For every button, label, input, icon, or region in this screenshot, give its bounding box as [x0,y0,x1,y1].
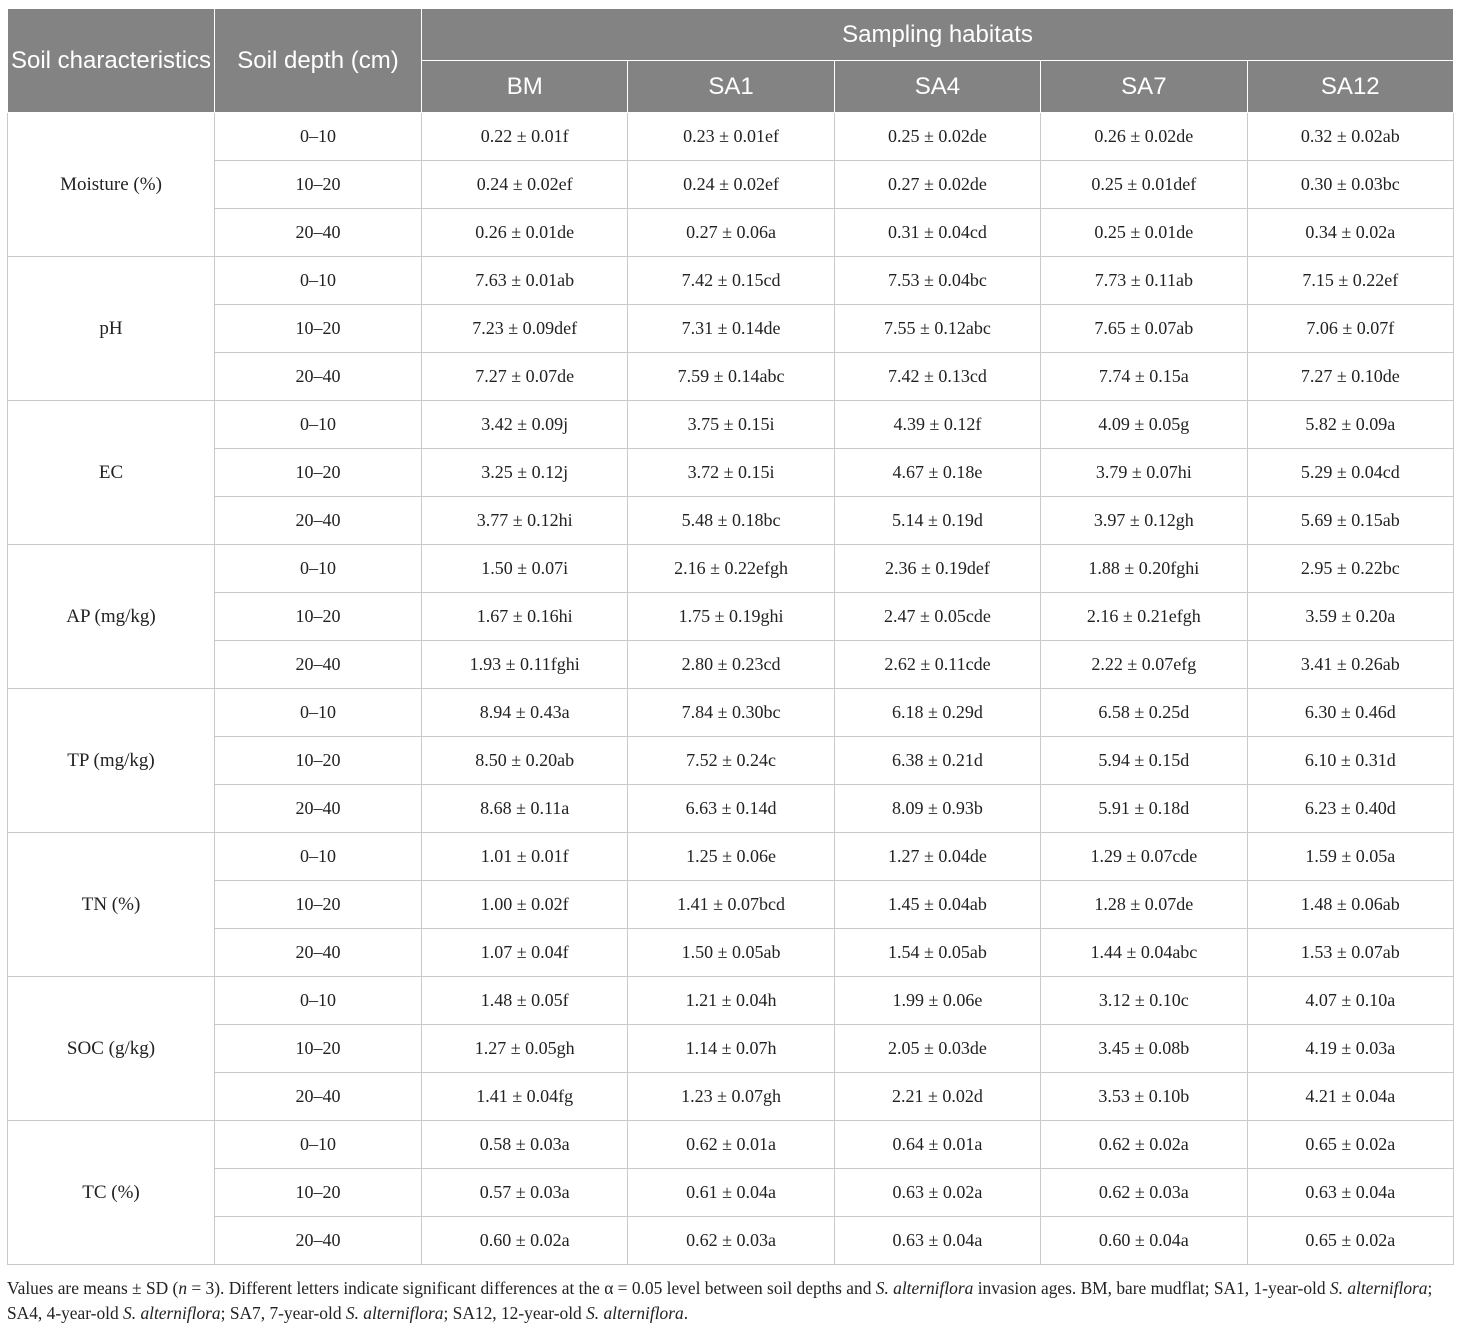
value-cell: 6.18 ± 0.29d [834,689,1040,737]
footnote-italic-text: S. alterniflora [123,1303,221,1323]
value-cell: 1.44 ± 0.04abc [1041,929,1247,977]
depth-cell: 0–10 [215,1121,422,1169]
value-cell: 4.39 ± 0.12f [834,401,1040,449]
value-cell: 3.53 ± 0.10b [1041,1073,1247,1121]
value-cell: 2.22 ± 0.07efg [1041,641,1247,689]
table-row [8,113,1454,161]
table-row [8,545,1454,593]
value-cell: 3.12 ± 0.10c [1041,977,1247,1025]
value-cell: 1.01 ± 0.01f [422,833,628,881]
value-cell: 0.60 ± 0.02a [422,1217,628,1265]
value-cell: 0.62 ± 0.01a [628,1121,834,1169]
value-cell: 2.47 ± 0.05cde [834,593,1040,641]
depth-cell: 10–20 [215,161,422,209]
value-cell: 1.14 ± 0.07h [628,1025,834,1073]
table-row [8,401,1454,449]
depth-cell: 0–10 [215,113,422,161]
characteristic-cell: SOC (g/kg) [8,977,215,1121]
footnote-text: = 3). Different letters indicate significant differences at the α = 0.05 level between soil depths and [187,1278,876,1298]
value-cell: 7.53 ± 0.04bc [834,257,1040,305]
characteristic-cell: TC (%) [8,1121,215,1265]
value-cell: 2.62 ± 0.11cde [834,641,1040,689]
depth-cell: 0–10 [215,977,422,1025]
value-cell: 5.91 ± 0.18d [1041,785,1247,833]
header-soil-depth: Soil depth (cm) [215,9,422,113]
value-cell: 1.48 ± 0.06ab [1247,881,1453,929]
value-cell: 0.24 ± 0.02ef [628,161,834,209]
value-cell: 3.97 ± 0.12gh [1041,497,1247,545]
value-cell: 3.75 ± 0.15i [628,401,834,449]
table-row [8,929,1454,977]
value-cell: 7.42 ± 0.15cd [628,257,834,305]
header-habitat-bm: BM [422,61,628,113]
table-row [8,833,1454,881]
table-body [8,113,1454,1265]
value-cell: 0.25 ± 0.01def [1041,161,1247,209]
value-cell: 0.27 ± 0.02de [834,161,1040,209]
soil-characteristics-table [7,8,1454,1265]
value-cell: 7.59 ± 0.14abc [628,353,834,401]
value-cell: 7.31 ± 0.14de [628,305,834,353]
value-cell: 1.67 ± 0.16hi [422,593,628,641]
value-cell: 0.26 ± 0.02de [1041,113,1247,161]
value-cell: 0.64 ± 0.01a [834,1121,1040,1169]
value-cell: 1.75 ± 0.19ghi [628,593,834,641]
value-cell: 0.25 ± 0.02de [834,113,1040,161]
value-cell: 1.27 ± 0.05gh [422,1025,628,1073]
depth-cell: 10–20 [215,881,422,929]
value-cell: 8.94 ± 0.43a [422,689,628,737]
footnote-italic-text: n [178,1278,188,1298]
value-cell: 0.62 ± 0.03a [1041,1169,1247,1217]
depth-cell: 20–40 [215,1217,422,1265]
value-cell: 0.23 ± 0.01ef [628,113,834,161]
value-cell: 1.59 ± 0.05a [1247,833,1453,881]
value-cell: 2.95 ± 0.22bc [1247,545,1453,593]
value-cell: 1.88 ± 0.20fghi [1041,545,1247,593]
value-cell: 1.53 ± 0.07ab [1247,929,1453,977]
value-cell: 0.63 ± 0.04a [1247,1169,1453,1217]
value-cell: 3.77 ± 0.12hi [422,497,628,545]
value-cell: 3.45 ± 0.08b [1041,1025,1247,1073]
value-cell: 1.50 ± 0.07i [422,545,628,593]
table-row [8,1121,1454,1169]
footnote-text: ; SA4, 4-year-old [7,1278,1433,1323]
depth-cell: 0–10 [215,833,422,881]
value-cell: 5.69 ± 0.15ab [1247,497,1453,545]
value-cell: 7.27 ± 0.07de [422,353,628,401]
header-habitat-sa7: SA7 [1041,61,1247,113]
table-footnote [7,1276,1453,1326]
value-cell: 0.31 ± 0.04cd [834,209,1040,257]
value-cell: 7.06 ± 0.07f [1247,305,1453,353]
characteristic-cell: pH [8,257,215,401]
value-cell: 1.41 ± 0.07bcd [628,881,834,929]
value-cell: 7.73 ± 0.11ab [1041,257,1247,305]
table-row [8,1217,1454,1265]
depth-cell: 0–10 [215,257,422,305]
characteristic-cell: TN (%) [8,833,215,977]
table-header [8,9,1454,113]
table-row [8,449,1454,497]
depth-cell: 20–40 [215,641,422,689]
value-cell: 3.25 ± 0.12j [422,449,628,497]
table-row [8,1169,1454,1217]
table-row [8,641,1454,689]
table-row [8,305,1454,353]
value-cell: 0.22 ± 0.01f [422,113,628,161]
table-row [8,1025,1454,1073]
depth-cell: 10–20 [215,305,422,353]
value-cell: 2.05 ± 0.03de [834,1025,1040,1073]
value-cell: 1.28 ± 0.07de [1041,881,1247,929]
value-cell: 5.14 ± 0.19d [834,497,1040,545]
value-cell: 1.45 ± 0.04ab [834,881,1040,929]
table-row [8,593,1454,641]
footnote-text: Values are means ± SD ( [7,1278,179,1298]
header-soil-characteristics: Soil characteristics [8,9,215,113]
value-cell: 1.23 ± 0.07gh [628,1073,834,1121]
table-row [8,257,1454,305]
footnote-italic-text: S. alterniflora [586,1303,684,1323]
value-cell: 5.82 ± 0.09a [1247,401,1453,449]
value-cell: 6.30 ± 0.46d [1247,689,1453,737]
footnote-text: invasion ages. BM, bare mudflat; SA1, 1-year-old [973,1278,1330,1298]
depth-cell: 0–10 [215,401,422,449]
footnote-italic-text: S. alterniflora [345,1303,444,1323]
table-row [8,161,1454,209]
value-cell: 7.27 ± 0.10de [1247,353,1453,401]
value-cell: 0.60 ± 0.04a [1041,1217,1247,1265]
table-row [8,689,1454,737]
value-cell: 7.63 ± 0.01ab [422,257,628,305]
footnote-text: ; SA12, 12-year-old [443,1303,587,1323]
value-cell: 1.48 ± 0.05f [422,977,628,1025]
value-cell: 6.58 ± 0.25d [1041,689,1247,737]
value-cell: 7.52 ± 0.24c [628,737,834,785]
table-row [8,977,1454,1025]
value-cell: 5.94 ± 0.15d [1041,737,1247,785]
value-cell: 7.15 ± 0.22ef [1247,257,1453,305]
table-row [8,209,1454,257]
table-row [8,353,1454,401]
value-cell: 0.30 ± 0.03bc [1247,161,1453,209]
value-cell: 0.62 ± 0.03a [628,1217,834,1265]
footnote-text: . [683,1303,689,1323]
value-cell: 1.41 ± 0.04fg [422,1073,628,1121]
value-cell: 0.34 ± 0.02a [1247,209,1453,257]
value-cell: 1.93 ± 0.11fghi [422,641,628,689]
value-cell: 4.07 ± 0.10a [1247,977,1453,1025]
value-cell: 0.58 ± 0.03a [422,1121,628,1169]
value-cell: 2.21 ± 0.02d [834,1073,1040,1121]
value-cell: 8.50 ± 0.20ab [422,737,628,785]
value-cell: 5.29 ± 0.04cd [1247,449,1453,497]
characteristic-cell: EC [8,401,215,545]
depth-cell: 20–40 [215,209,422,257]
value-cell: 7.74 ± 0.15a [1041,353,1247,401]
characteristic-cell: TP (mg/kg) [8,689,215,833]
value-cell: 8.09 ± 0.93b [834,785,1040,833]
depth-cell: 10–20 [215,1169,422,1217]
value-cell: 0.61 ± 0.04a [628,1169,834,1217]
value-cell: 3.59 ± 0.20a [1247,593,1453,641]
header-habitat-sa4: SA4 [834,61,1040,113]
depth-cell: 20–40 [215,929,422,977]
value-cell: 1.99 ± 0.06e [834,977,1040,1025]
value-cell: 1.25 ± 0.06e [628,833,834,881]
footnote-italic-text: S. alterniflora [875,1278,974,1298]
characteristic-cell: Moisture (%) [8,113,215,257]
value-cell: 6.10 ± 0.31d [1247,737,1453,785]
table-row [8,737,1454,785]
value-cell: 4.19 ± 0.03a [1247,1025,1453,1073]
depth-cell: 10–20 [215,593,422,641]
value-cell: 1.54 ± 0.05ab [834,929,1040,977]
value-cell: 7.65 ± 0.07ab [1041,305,1247,353]
value-cell: 3.41 ± 0.26ab [1247,641,1453,689]
value-cell: 2.36 ± 0.19def [834,545,1040,593]
table-row [8,1073,1454,1121]
depth-cell: 20–40 [215,1073,422,1121]
depth-cell: 10–20 [215,449,422,497]
value-cell: 1.07 ± 0.04f [422,929,628,977]
value-cell: 1.50 ± 0.05ab [628,929,834,977]
value-cell: 0.65 ± 0.02a [1247,1217,1453,1265]
value-cell: 4.67 ± 0.18e [834,449,1040,497]
value-cell: 1.00 ± 0.02f [422,881,628,929]
footnote-italic-text: S. alterniflora [1329,1278,1428,1298]
value-cell: 1.21 ± 0.04h [628,977,834,1025]
value-cell: 0.27 ± 0.06a [628,209,834,257]
value-cell: 0.32 ± 0.02ab [1247,113,1453,161]
value-cell: 7.84 ± 0.30bc [628,689,834,737]
value-cell: 0.57 ± 0.03a [422,1169,628,1217]
value-cell: 8.68 ± 0.11a [422,785,628,833]
value-cell: 2.16 ± 0.22efgh [628,545,834,593]
value-cell: 3.72 ± 0.15i [628,449,834,497]
depth-cell: 0–10 [215,545,422,593]
characteristic-cell: AP (mg/kg) [8,545,215,689]
value-cell: 4.09 ± 0.05g [1041,401,1247,449]
value-cell: 7.55 ± 0.12abc [834,305,1040,353]
value-cell: 0.24 ± 0.02ef [422,161,628,209]
value-cell: 5.48 ± 0.18bc [628,497,834,545]
value-cell: 6.38 ± 0.21d [834,737,1040,785]
table-row [8,881,1454,929]
value-cell: 1.29 ± 0.07cde [1041,833,1247,881]
header-habitat-sa1: SA1 [628,61,834,113]
footnote-text: ; SA7, 7-year-old [220,1303,346,1323]
value-cell: 2.80 ± 0.23cd [628,641,834,689]
value-cell: 4.21 ± 0.04a [1247,1073,1453,1121]
value-cell: 3.42 ± 0.09j [422,401,628,449]
value-cell: 0.65 ± 0.02a [1247,1121,1453,1169]
depth-cell: 0–10 [215,689,422,737]
value-cell: 3.79 ± 0.07hi [1041,449,1247,497]
depth-cell: 20–40 [215,497,422,545]
value-cell: 0.63 ± 0.04a [834,1217,1040,1265]
depth-cell: 10–20 [215,1025,422,1073]
value-cell: 0.26 ± 0.01de [422,209,628,257]
value-cell: 6.63 ± 0.14d [628,785,834,833]
depth-cell: 20–40 [215,353,422,401]
value-cell: 0.25 ± 0.01de [1041,209,1247,257]
table-row [8,497,1454,545]
value-cell: 6.23 ± 0.40d [1247,785,1453,833]
table-row [8,785,1454,833]
depth-cell: 20–40 [215,785,422,833]
value-cell: 1.27 ± 0.04de [834,833,1040,881]
value-cell: 0.63 ± 0.02a [834,1169,1040,1217]
value-cell: 7.42 ± 0.13cd [834,353,1040,401]
value-cell: 2.16 ± 0.21efgh [1041,593,1247,641]
header-habitat-sa12: SA12 [1247,61,1453,113]
header-sampling-habitats: Sampling habitats [422,9,1454,61]
value-cell: 0.62 ± 0.02a [1041,1121,1247,1169]
depth-cell: 10–20 [215,737,422,785]
value-cell: 7.23 ± 0.09def [422,305,628,353]
